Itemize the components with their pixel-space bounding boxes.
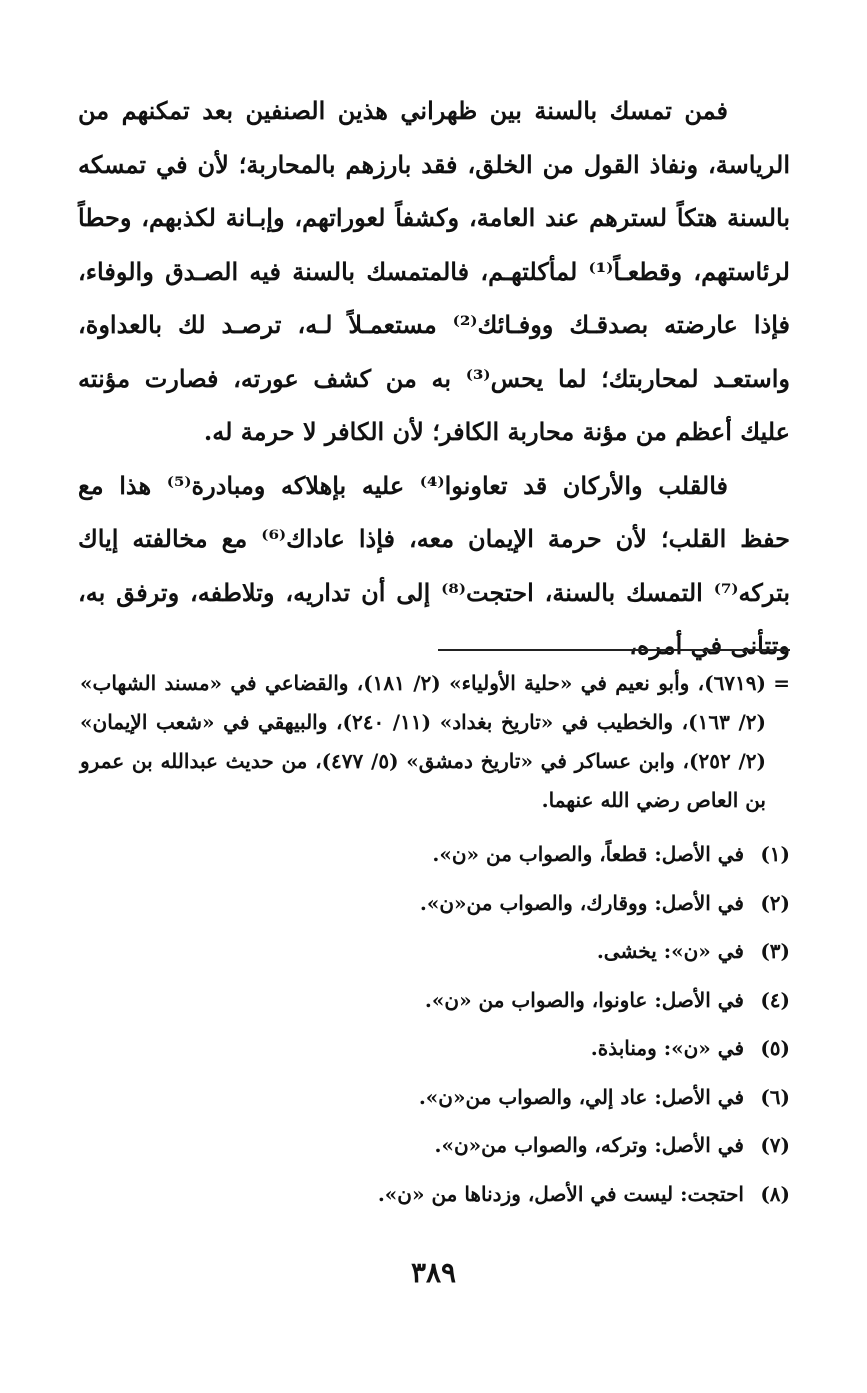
paragraph-1: فمن تمسك بالسنة بين ظهراني هذين الصنفين بعد تمكنهم من الرياسة، ونفاذ القول من الخلق، فقد بارزهم بالمحاربة؛ لأن في تمسكه بالسنة هتكاً لسترهم عند العامة، وكشفاً لعوراتهم، وإبـانة لكذبهم، وحطاً لرئاستهم، وقطعـاً⁽¹⁾ لمأكلتهـم، فالمتمسك بالسنة فيه الصـدق والوفاء، فإذا عارضته بصدقـك ووفـائك⁽²⁾ مستعمـلاً لـه، ترصـد لك بالعداوة، واستعـد لمحاربتك؛ لما يحس⁽³⁾ به من كشف عورته، فصارت مؤنته عليك أعظم من مؤنة محاربة الكافر؛ لأن الكافر لا حرمة له. [78,96,790,446]
footnote-text: في الأصل: عاد إلي، والصواب من«ن». [418,1084,744,1109]
footnote-number: (٤) [760,987,790,1012]
footnotes-section [80,664,790,1218]
footnote-separator [438,649,790,651]
footnote-item [80,1170,790,1219]
main-text [78,84,790,673]
footnote-number: (٢) [760,890,790,915]
footnote-text: في «ن»: يخشى. [596,939,744,963]
page-number: ٣٨٩ [410,1256,457,1289]
footnote-item [80,1073,790,1122]
footnote-number: (٧) [760,1133,790,1157]
footnote-number: (٣) [760,939,790,963]
footnote-item [80,1024,790,1073]
footnote-number: (٦) [760,1084,790,1109]
footnote-text: في «ن»: ومنابذة. [590,1036,744,1060]
footnote-item [80,879,790,928]
footnote-item [80,927,790,976]
footnote-text: في الأصل: ووقارك، والصواب من«ن». [419,890,744,915]
continuation-marker: = [773,671,790,695]
footnote-item [80,1121,790,1170]
footnote-text: في الأصل: وتركه، والصواب من«ن». [434,1133,744,1157]
continued-footnote-text: (٦٧١٩)، وأبو نعيم في «حلية الأولياء» (٢/ ١٨١)، والقضاعي في «مسند الشهاب» (٢/ ١٦٣)، والخطيب في «تاريخ بغداد» (١١/ ٢٤٠)، والبيهقي في «شعب الإيمان» (٢/ ٢٥٢)، وابن عساكر في «تاريخ دمشق» (٥/ ٤٧٧)، من حديث عبدالله بن عمرو بن العاص رضي الله عنهما. [80,671,766,812]
footnote-item [80,830,790,879]
paragraph-2: فالقلب والأركان قد تعاونوا⁽⁴⁾ عليه بإهلاكه ومبادرة⁽⁵⁾ هذا مع حفظ القلب؛ لأن حرمة الإيمان معه، فإذا عاداك⁽⁶⁾ مع مخالفته إياك بتركه⁽⁷⁾ التمسك بالسنة، احتجت⁽⁸⁾ إلى أن تداريه، وتلاطفه، وترفق به، وتتأنى في أمره، [78,470,791,660]
footnote-list [80,830,790,1218]
footnote-text: في الأصل: قطعاً، والصواب من «ن». [432,842,744,866]
footnote-text: احتجت: ليست في الأصل، وزدناها من «ن». [377,1181,744,1206]
footnote-text: في الأصل: عاونوا، والصواب من «ن». [424,987,744,1012]
footnote-number: (٥) [760,1036,790,1060]
footnote-number: (١) [760,842,790,866]
footnote-number: (٨) [760,1181,790,1206]
footnote-item [80,976,790,1025]
continued-footnote [80,664,790,820]
